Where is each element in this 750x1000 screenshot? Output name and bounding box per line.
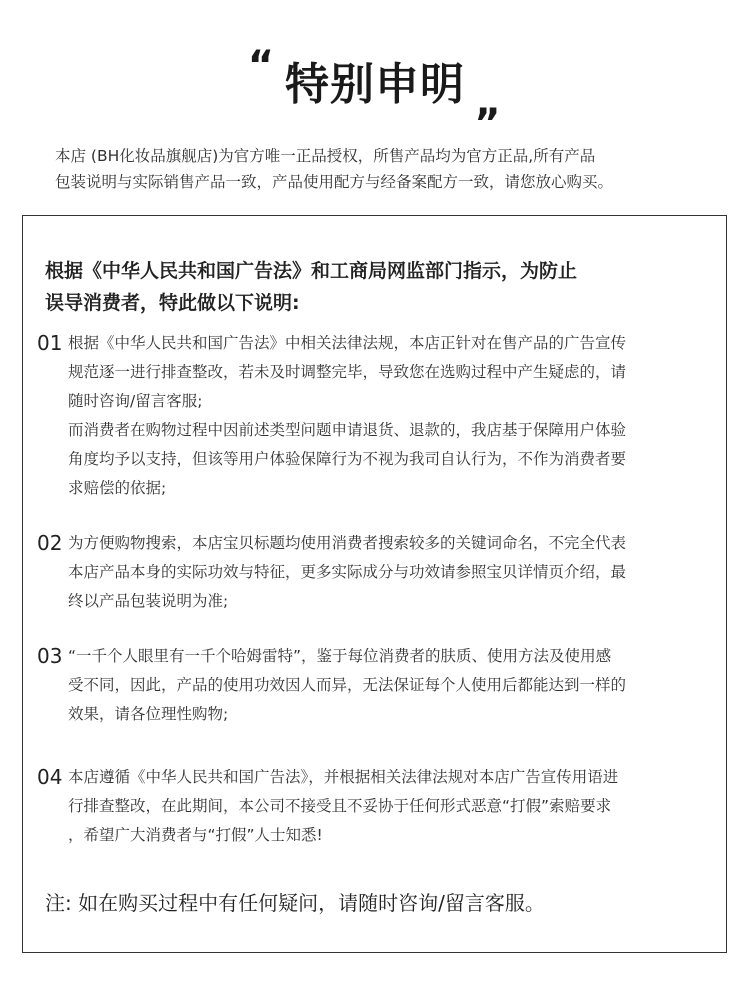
close-quote-mark: „ <box>475 79 503 125</box>
item-line: 本店遵循《中华人民共和国广告法》，并根据相关法律法规对本店广告宣传用语进 <box>68 768 619 786</box>
item-line: 角度均予以支持，但该等用户体验保障行为不视为我司自认行为，不作为消费者要 <box>68 450 627 468</box>
intro-line: 本店 (BH化妆品旗舰店)为官方唯一正品授权，所售产品均为官方正品,所有产品 <box>55 147 596 165</box>
item-line: 本店产品本身的实际功效与特征，更多实际成分与功效请参照宝贝详情页介绍，最 <box>68 563 627 581</box>
item-line: 终以产品包装说明为准; <box>68 592 229 610</box>
open-quote-mark: “ <box>247 43 275 89</box>
item-line: 而消费者在购物过程中因前述类型问题申请退货、退款的，我店基于保障用户体验 <box>68 421 627 439</box>
item-line: 受不同，因此，产品的使用功效因人而异，无法保证每个人使用后都能达到一样的 <box>68 676 627 694</box>
item-line: 为方便购物搜索，本店宝贝标题均使用消费者搜索较多的关键词命名，不完全代表 <box>68 534 627 552</box>
item-line: 根据《中华人民共和国广告法》中相关法律法规，本店正针对在售产品的广告宣传 <box>68 334 627 352</box>
item-line: 随时咨询/留言客服; <box>68 392 203 410</box>
statement-item-03 <box>37 642 697 729</box>
lead-line: 根据《中华人民共和国广告法》和工商局网监部门指示，为防止 <box>45 260 578 282</box>
item-line: 规范逐一进行排查整改，若未及时调整完毕，导致您在选购过程中产生疑虑的，请 <box>68 363 627 381</box>
intro-paragraph <box>55 143 705 195</box>
item-number: 02 <box>37 531 63 555</box>
item-text <box>68 529 693 616</box>
statement-item-02 <box>37 529 697 616</box>
item-line: 求赔偿的依据; <box>68 479 167 497</box>
item-text <box>68 763 693 850</box>
lead-statement <box>45 255 705 319</box>
item-line: ，希望广大消费者与“打假”人士知悉! <box>68 826 323 844</box>
item-line: “一千个人眼里有一千个哈姆雷特”，鉴于每位消费者的肤质、使用方法及使用感 <box>68 647 612 665</box>
closing-note: 注: 如在购买过程中有任何疑问，请随时咨询/留言客服。 <box>45 891 545 915</box>
item-number: 04 <box>37 765 63 789</box>
item-line: 行排查整改，在此期间，本公司不接受且不妥协于任何形式恶意“打假”索赔要求 <box>68 797 612 815</box>
item-line: 效果，请各位理性购物; <box>68 705 229 723</box>
item-text <box>68 329 693 503</box>
page-title <box>247 43 503 125</box>
lead-line: 误导消费者，特此做以下说明: <box>45 292 300 314</box>
intro-line: 包装说明与实际销售产品一致，产品使用配方与经备案配方一致，请您放心购买。 <box>55 173 614 191</box>
item-number: 01 <box>37 331 63 355</box>
statement-item-01 <box>37 329 697 503</box>
item-text <box>68 642 693 729</box>
title-section <box>0 43 750 125</box>
item-number: 03 <box>37 644 63 668</box>
statement-item-04 <box>37 763 697 850</box>
title-text: 特别申明 <box>285 59 465 110</box>
